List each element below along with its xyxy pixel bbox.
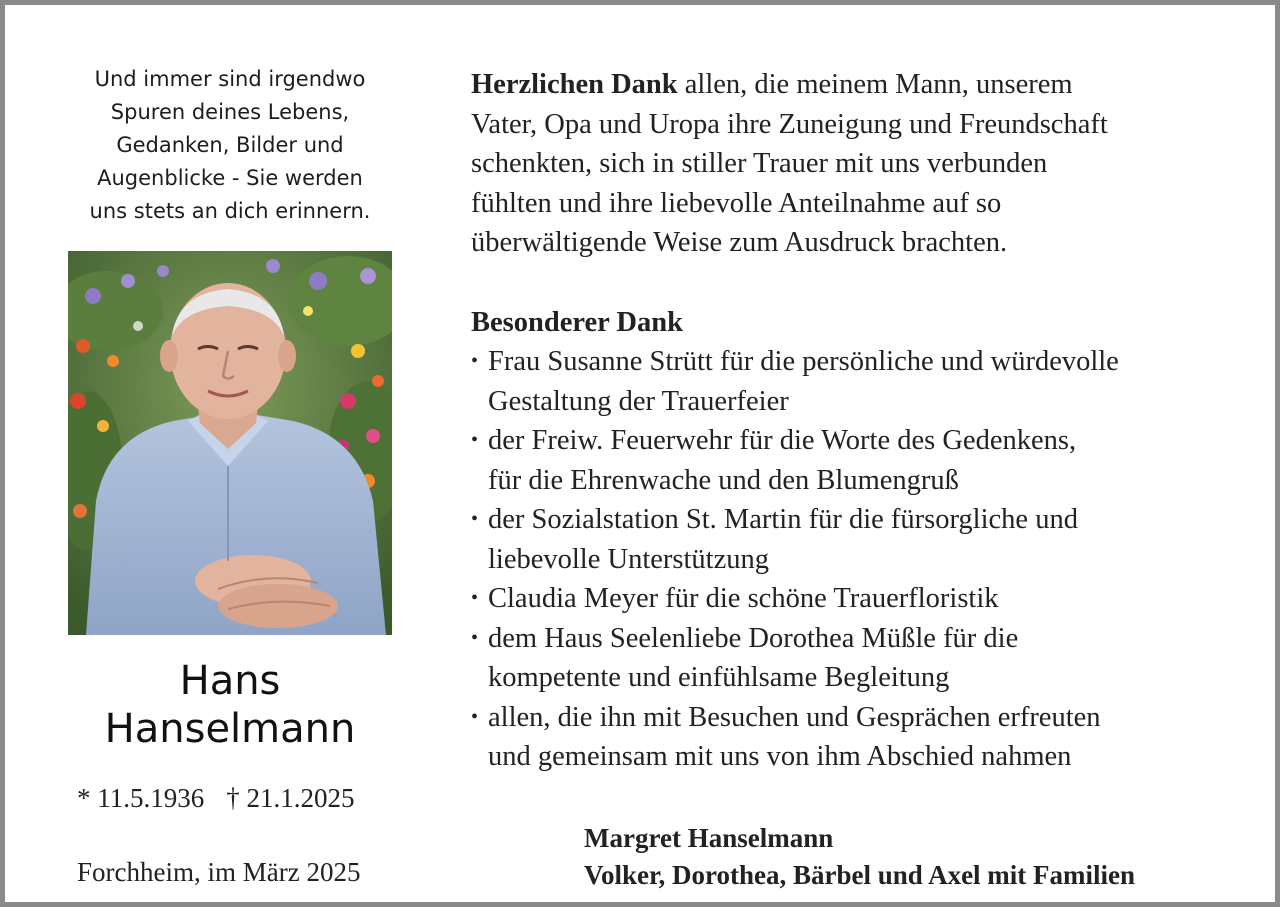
signer-line: Margret Hanselmann — [584, 823, 834, 853]
thanks-line: schenkten, sich in stiller Trauer mit uns verbunden — [471, 148, 1048, 179]
signer-line: Volker, Dorothea, Bärbel und Axel mit Familien — [584, 860, 1136, 890]
list-item — [471, 619, 1261, 698]
list-item — [471, 342, 1261, 421]
general-thanks — [471, 65, 1261, 263]
first-name: Hans — [179, 658, 281, 704]
list-item-line: liebevolle Unterstützung — [488, 543, 769, 575]
list-item-line: dem Haus Seelenliebe Dorothea Müßle für die — [488, 622, 1019, 654]
list-item — [471, 500, 1261, 579]
special-thanks-heading: Besonderer Dank — [471, 306, 683, 338]
list-item-line: Claudia Meyer für die schöne Trauerfloristik — [488, 583, 999, 614]
list-item-line: allen, die ihn mit Besuchen und Gesprächen erfreuten — [488, 701, 1101, 733]
bullet: • — [471, 350, 479, 372]
thanks-line: fühlten und ihre liebevolle Anteilnahme auf so — [471, 187, 1002, 219]
special-thanks-list — [471, 342, 1261, 777]
list-item — [471, 698, 1261, 777]
list-item — [471, 421, 1261, 500]
last-name: Hanselmann — [104, 706, 356, 752]
list-item-line: Frau Susanne Strütt für die persönliche und würdevolle — [488, 346, 1119, 377]
thanks-line: allen, die meinem Mann, unserem — [677, 69, 1073, 100]
list-item-line: der Freiw. Feuerwehr für die Worte des Gedenkens, — [488, 425, 1077, 456]
list-item — [471, 579, 1261, 619]
deceased-name — [45, 657, 415, 753]
poem-line: Augenblicke - Sie werden — [97, 166, 363, 190]
list-item-line: kompetente und einfühlsame Begleitung — [488, 662, 950, 693]
birth-date: * 11.5.1936 — [77, 783, 205, 813]
bullet: • — [471, 587, 479, 609]
poem-line: Gedanken, Bilder und — [116, 133, 344, 157]
list-item-line: Gestaltung der Trauerfeier — [488, 385, 789, 417]
portrait-illustration — [68, 251, 392, 635]
portrait-photo — [68, 251, 392, 635]
list-item-line: und gemeinsam mit uns von ihm Abschied nahmen — [488, 741, 1072, 772]
place-and-date: Forchheim, im März 2025 — [77, 857, 361, 887]
poem-line: Und immer sind irgendwo — [94, 67, 366, 91]
death-date: † 21.1.2025 — [226, 783, 355, 813]
thanks-line: überwältigende Weise zum Ausdruck brachten. — [471, 227, 1008, 258]
poem-line: Spuren deines Lebens, — [110, 100, 350, 124]
poem-line: uns stets an dich erinnern. — [89, 199, 371, 223]
bullet: • — [471, 429, 479, 451]
thanks-line: Vater, Opa und Uropa ihre Zuneigung und Freundschaft — [471, 108, 1108, 140]
bullet: • — [471, 508, 479, 530]
signers — [584, 820, 1135, 894]
thanks-lead: Herzlichen Dank — [471, 69, 678, 100]
bullet: • — [471, 705, 479, 728]
thanks-text — [471, 65, 1261, 777]
list-item-line: für die Ehrenwache und den Blumengruß — [488, 464, 959, 496]
list-item-line: der Sozialstation St. Martin für die fürsorgliche und — [488, 504, 1078, 535]
bullet: • — [471, 626, 479, 649]
life-dates — [77, 783, 355, 814]
memorial-poem — [45, 63, 415, 228]
